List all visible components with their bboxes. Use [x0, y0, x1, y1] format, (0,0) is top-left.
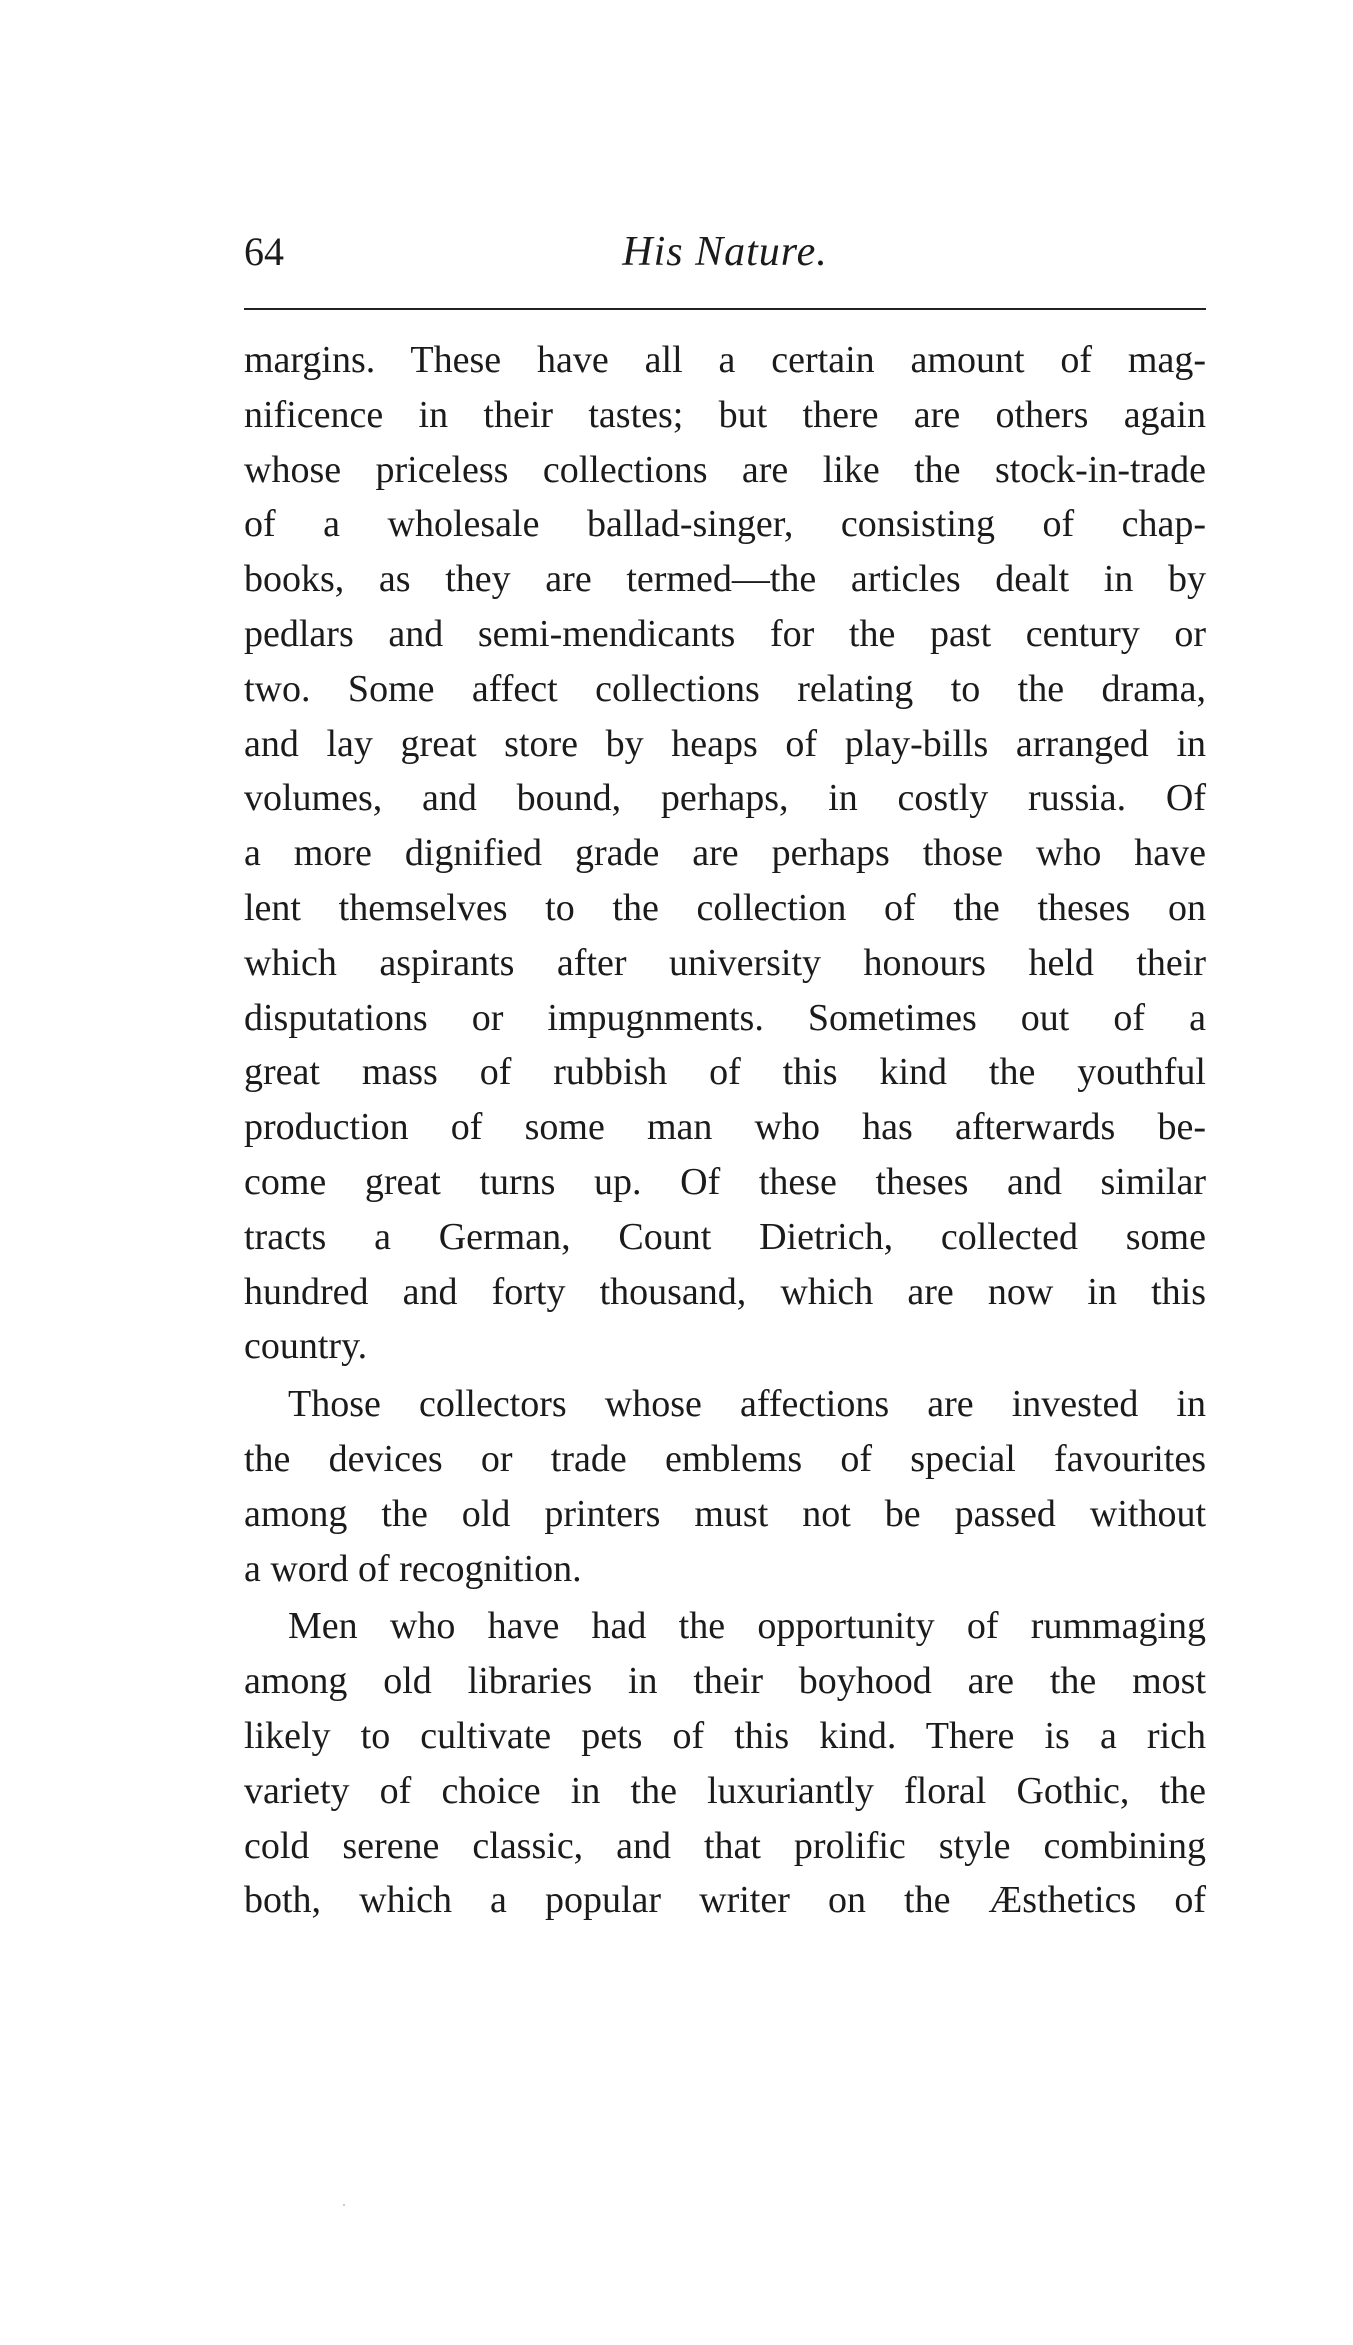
text-line: both, which a popular writer on the Æsthetics of: [244, 1879, 1206, 1922]
text-line: disputations or impugnments. Sometimes out of a: [244, 996, 1206, 1039]
text-line: the devices or trade emblems of special favourites: [244, 1437, 1206, 1480]
text-line: books, as they are termed—the articles dealt in by: [244, 558, 1206, 601]
text-line: likely to cultivate pets of this kind. There is a rich: [244, 1714, 1206, 1757]
running-head: [244, 222, 1206, 282]
paragraph-1: [244, 333, 1206, 1374]
text-line: nificence in their tastes; but there are others again: [244, 393, 1206, 436]
text-line: tracts a German, Count Dietrich, collected some: [244, 1215, 1206, 1258]
text-line: hundred and forty thousand, which are now in this: [244, 1270, 1206, 1313]
text-line: pedlars and semi-mendicants for the past century or: [244, 612, 1206, 655]
text-line: and lay great store by heaps of play-bills arranged in: [244, 722, 1206, 765]
header-rule: [244, 308, 1206, 310]
text-line: margins. These have all a certain amount of mag-: [244, 339, 1206, 381]
text-line: country.: [244, 1325, 368, 1368]
text-line: among the old printers must not be passed without: [244, 1492, 1206, 1535]
text-line: production of some man who has afterwards be-: [244, 1106, 1206, 1149]
paragraph-3: [244, 1599, 1206, 1928]
body-text: [244, 333, 1206, 1928]
text-line: lent themselves to the collection of the theses on: [244, 886, 1206, 929]
text-line: two. Some affect collections relating to the drama,: [244, 667, 1206, 710]
text-line: volumes, and bound, perhaps, in costly russia. Of: [244, 777, 1206, 820]
text-line: Those collectors whose affections are invested in: [288, 1383, 1206, 1426]
paragraph-2: [244, 1377, 1206, 1596]
text-line: great mass of rubbish of this kind the youthful: [244, 1051, 1206, 1094]
paper-speck: [343, 2204, 345, 2206]
text-line: cold serene classic, and that prolific style combining: [244, 1824, 1206, 1867]
text-line: Men who have had the opportunity of rummaging: [288, 1605, 1206, 1648]
text-line: among old libraries in their boyhood are the most: [244, 1660, 1206, 1703]
text-line: come great turns up. Of these theses and similar: [244, 1160, 1206, 1203]
text-line: whose priceless collections are like the stock-in-trade: [244, 448, 1206, 491]
text-line: a word of recognition.: [244, 1547, 582, 1590]
page-number: 64: [244, 229, 284, 274]
text-line: a more dignified grade are perhaps those who have: [244, 832, 1206, 875]
text-line: of a wholesale ballad-singer, consisting of chap-: [244, 503, 1206, 546]
text-line: variety of choice in the luxuriantly floral Gothic, the: [244, 1769, 1206, 1812]
running-title: His Nature.: [622, 229, 828, 275]
text-line: which aspirants after university honours held their: [244, 941, 1206, 984]
